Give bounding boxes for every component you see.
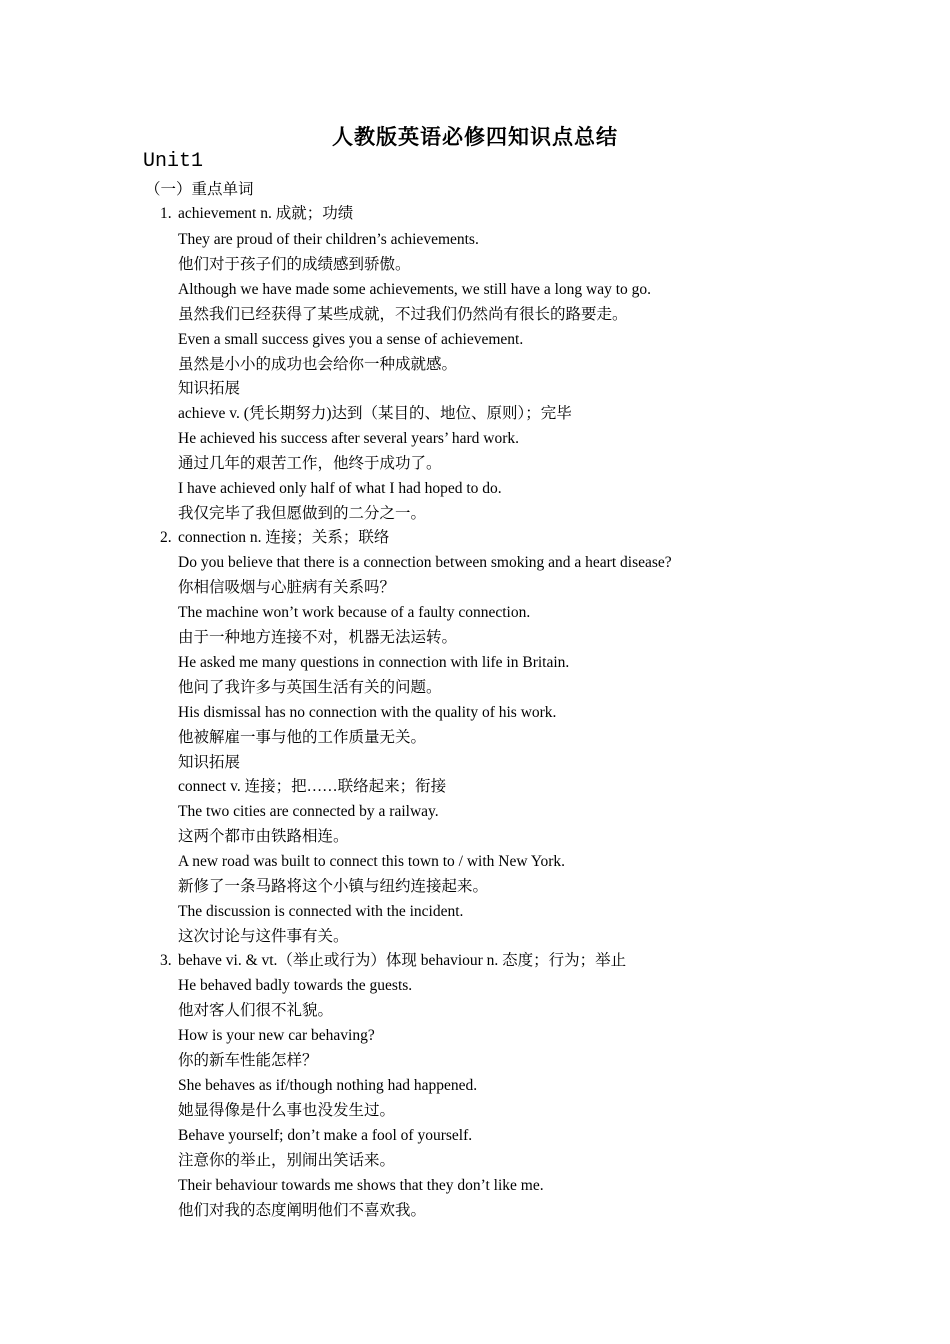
entry-line: 你的新车性能怎样？ [178, 1052, 318, 1069]
entry-line: 你相信吸烟与心脏病有关系吗？ [178, 579, 396, 596]
entry-headword: behave vi. & vt.（举止或行为）体现 behaviour n. 态度；行为；举止 [178, 952, 627, 969]
section-heading: （一）重点单词 [145, 181, 254, 198]
entry-line: The two cities are connected by a railway. [178, 803, 439, 820]
entry-line: 他对客人们很不礼貌。 [178, 1002, 334, 1019]
entry-line: 注意你的举止，别闹出笑话来。 [178, 1152, 396, 1169]
entry-line: Behave yourself; don’t make a fool of yourself. [178, 1127, 473, 1144]
entry-line: 她显得像是什么事也没发生过。 [178, 1102, 396, 1119]
entry-headword: achievement n. 成就；功绩 [178, 205, 354, 222]
entry-line: He asked me many questions in connection with life in Britain. [178, 654, 570, 671]
entry-line: The machine won’t work because of a faulty connection. [178, 604, 531, 621]
entry-line: Their behaviour towards me shows that they don’t like me. [178, 1177, 544, 1194]
entry-line: His dismissal has no connection with the quality of his work. [178, 704, 557, 721]
entry-line: 他被解雇一事与他的工作质量无关。 [178, 729, 427, 746]
entry-number: 3. [160, 952, 172, 969]
entry-line: 新修了一条马路将这个小镇与纽约连接起来。 [178, 878, 489, 895]
entry-line: 这两个都市由铁路相连。 [178, 828, 349, 845]
document-title: 人教版英语必修四知识点总结 [332, 125, 618, 149]
entry-line: He behaved badly towards the guests. [178, 977, 413, 994]
entry-line: He achieved his success after several years’ hard work. [178, 430, 519, 447]
entry-line: 这次讨论与这件事有关。 [178, 928, 349, 945]
entry-line: 虽然是小小的成功也会给你一种成就感。 [178, 356, 458, 373]
subheading-extension: 知识拓展 [178, 754, 241, 771]
entry-line: She behaves as if/though nothing had happened. [178, 1077, 478, 1094]
entry-line: Do you believe that there is a connection between smoking and a heart disease? [178, 554, 672, 571]
entry-line: 我仅完毕了我但愿做到的二分之一。 [178, 505, 427, 522]
entry-headword: connection n. 连接；关系；联络 [178, 529, 390, 546]
entry-line: 虽然我们已经获得了某些成就，不过我们仍然尚有很长的路要走。 [178, 306, 628, 323]
entry-line: 通过几年的艰苦工作，他终于成功了。 [178, 455, 442, 472]
entry-line: 他们对我的态度阐明他们不喜欢我。 [178, 1202, 427, 1219]
entry-line: Even a small success gives you a sense of achievement. [178, 331, 524, 348]
entry-line: connect v. 连接；把……联络起来；衔接 [178, 778, 447, 795]
entry-number: 1. [160, 205, 172, 222]
entry-number: 2. [160, 529, 172, 546]
entry-line: 他们对于孩子们的成绩感到骄傲。 [178, 256, 411, 273]
entry-line: 由于一种地方连接不对，机器无法运转。 [178, 629, 458, 646]
entry-line: achieve v. (凭长期努力)达到（某目的、地位、原则）；完毕 [178, 405, 572, 422]
entry-line: 他问了我许多与英国生活有关的问题。 [178, 679, 442, 696]
entry-line: The discussion is connected with the incident. [178, 903, 464, 920]
entry-line: A new road was built to connect this town to / with New York. [178, 853, 566, 870]
unit-heading: Unit1 [143, 150, 204, 173]
subheading-extension: 知识拓展 [178, 380, 241, 397]
entry-line: They are proud of their children’s achievements. [178, 231, 479, 248]
entry-line: Although we have made some achievements, we still have a long way to go. [178, 281, 652, 298]
entry-line: I have achieved only half of what I had hoped to do. [178, 480, 502, 497]
entry-line: How is your new car behaving? [178, 1027, 375, 1044]
